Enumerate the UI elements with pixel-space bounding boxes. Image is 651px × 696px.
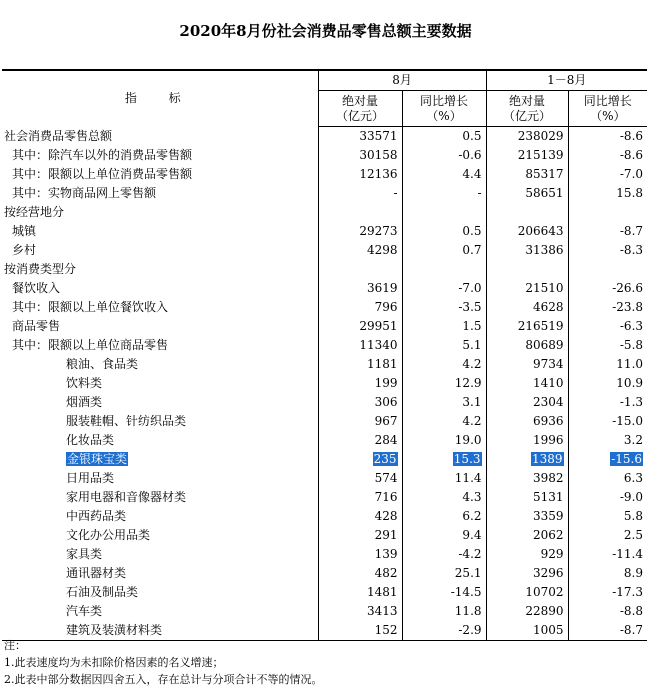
- month-yoy-cell: [402, 203, 486, 222]
- row-label: 文化办公用品类: [2, 526, 318, 545]
- ytd-yoy-cell: -7.0: [619, 167, 644, 181]
- row-label: 城镇: [2, 222, 318, 241]
- ytd-yoy-cell: 11.0: [616, 357, 644, 371]
- ytd-abs-cell: 1389: [486, 450, 568, 469]
- ytd-abs-cell: 238029: [486, 127, 568, 147]
- month-yoy-cell: 0.5: [402, 127, 486, 147]
- month-abs-cell: 1481: [318, 583, 402, 602]
- month-abs-cell: 306: [318, 393, 402, 412]
- table-row: [2, 374, 647, 393]
- month-abs-cell: 967: [318, 412, 402, 431]
- month-abs-cell: 796: [318, 298, 402, 317]
- ytd-abs-cell: [486, 203, 568, 222]
- month-yoy-cell: 4.2: [402, 412, 486, 431]
- row-label: 其中：限额以上单位餐饮收入: [2, 298, 318, 317]
- row-label: 按消费类型分: [2, 260, 318, 279]
- ytd-abs-cell: 10702: [486, 583, 568, 602]
- month-abs-cell: 139: [318, 545, 402, 564]
- ytd-yoy-cell: 3.2: [623, 433, 644, 447]
- ytd-yoy-cell: [568, 260, 647, 279]
- ytd-abs-cell: 206643: [486, 222, 568, 241]
- table-row: [2, 526, 647, 545]
- month-yoy-cell: 5.1: [402, 336, 486, 355]
- row-label: 中西药品类: [2, 507, 318, 526]
- ytd-abs-cell: 3359: [486, 507, 568, 526]
- row-label: 其中：除汽车以外的消费品零售额: [2, 146, 318, 165]
- table-row: [2, 203, 647, 222]
- table-row: [2, 336, 647, 355]
- month-yoy-cell: 11.4: [402, 469, 486, 488]
- table-row: [2, 488, 647, 507]
- month-abs-cell: 574: [318, 469, 402, 488]
- month-abs-cell: 1181: [318, 355, 402, 374]
- month-abs-header: 绝对量 （亿元）: [318, 91, 402, 127]
- ytd-abs-cell: 3982: [486, 469, 568, 488]
- month-yoy-cell: -14.5: [402, 583, 486, 602]
- month-abs-cell: 33571: [318, 127, 402, 147]
- ytd-yoy-cell: 5.8: [623, 509, 644, 523]
- ytd-yoy-cell: -15.0: [612, 414, 644, 428]
- ytd-abs-header: 绝对量 （亿元）: [486, 91, 568, 127]
- table-row: [2, 393, 647, 412]
- month-abs-cell: 291: [318, 526, 402, 545]
- month-yoy-cell: 0.5: [402, 222, 486, 241]
- month-abs-cell: 199: [318, 374, 402, 393]
- ytd-abs-cell: 1410: [486, 374, 568, 393]
- row-label: 按经营地分: [2, 203, 318, 222]
- month-yoy-cell: 4.2: [402, 355, 486, 374]
- ytd-abs-cell: 1996: [486, 431, 568, 450]
- row-label: 餐饮收入: [2, 279, 318, 298]
- month-yoy-cell: 9.4: [402, 526, 486, 545]
- table-row: [2, 450, 647, 469]
- month-abs-cell: 482: [318, 564, 402, 583]
- ytd-abs-cell: 215139: [486, 146, 568, 165]
- table-row: [2, 146, 647, 165]
- month-yoy-cell: -3.5: [402, 298, 486, 317]
- ytd-abs-cell: 9734: [486, 355, 568, 374]
- month-abs-cell: 716: [318, 488, 402, 507]
- month-abs-cell: 152: [318, 621, 402, 641]
- month-abs-cell: 3413: [318, 602, 402, 621]
- ytd-yoy-cell: -8.6: [619, 148, 644, 162]
- row-label: 建筑及装潢材料类: [2, 621, 318, 641]
- ytd-yoy-cell: -26.6: [612, 281, 644, 295]
- table-row: [2, 317, 647, 336]
- row-label: 家用电器和音像器材类: [2, 488, 318, 507]
- ytd-yoy-cell: -8.6: [619, 129, 644, 143]
- table-row: [2, 222, 647, 241]
- table-row: [2, 260, 647, 279]
- row-label: 化妆品类: [2, 431, 318, 450]
- month-yoy-cell: 4.3: [402, 488, 486, 507]
- month-yoy-cell: 6.2: [402, 507, 486, 526]
- month-yoy-cell: 11.8: [402, 602, 486, 621]
- month-abs-cell: 12136: [318, 165, 402, 184]
- ytd-abs-cell: 4628: [486, 298, 568, 317]
- ytd-abs-cell: 2062: [486, 526, 568, 545]
- month-abs-cell: [318, 203, 402, 222]
- ytd-abs-cell: 216519: [486, 317, 568, 336]
- row-label: 商品零售: [2, 317, 318, 336]
- ytd-yoy-header: 同比增长 （%）: [568, 91, 647, 127]
- month-abs-cell: 235: [318, 450, 402, 469]
- table-row: [2, 469, 647, 488]
- ytd-abs-cell: 58651: [486, 184, 568, 203]
- ytd-abs-cell: 80689: [486, 336, 568, 355]
- month-abs-cell: 30158: [318, 146, 402, 165]
- month-yoy-cell: 15.3: [402, 450, 486, 469]
- ytd-abs-cell: 2304: [486, 393, 568, 412]
- ytd-yoy-cell: [568, 203, 647, 222]
- month-abs-cell: 11340: [318, 336, 402, 355]
- ytd-yoy-cell: 2.5: [623, 528, 644, 542]
- month-abs-cell: 4298: [318, 241, 402, 260]
- month-yoy-cell: 19.0: [402, 431, 486, 450]
- row-label: 饮料类: [2, 374, 318, 393]
- row-label: 其中：实物商品网上零售额: [2, 184, 318, 203]
- ytd-abs-cell: 6936: [486, 412, 568, 431]
- ytd-yoy-cell: 6.3: [623, 471, 644, 485]
- row-label: 其中：限额以上单位消费品零售额: [2, 165, 318, 184]
- month-abs-cell: 29951: [318, 317, 402, 336]
- ytd-yoy-cell: -11.4: [612, 547, 644, 561]
- row-label: 烟酒类: [2, 393, 318, 412]
- row-label: 其中：限额以上单位商品零售: [2, 336, 318, 355]
- month-abs-cell: 428: [318, 507, 402, 526]
- month-yoy-cell: -4.2: [402, 545, 486, 564]
- row-label: 服装鞋帽、针纺织品类: [2, 412, 318, 431]
- ytd-yoy-cell: 8.9: [623, 566, 644, 580]
- ytd-yoy-cell: -17.3: [612, 585, 644, 599]
- ytd-abs-cell: 929: [486, 545, 568, 564]
- ytd-abs-cell: 22890: [486, 602, 568, 621]
- ytd-yoy-cell: -8.8: [619, 604, 644, 618]
- table-row: [2, 583, 647, 602]
- ytd-abs-cell: 3296: [486, 564, 568, 583]
- table-row: [2, 184, 647, 203]
- retail-sales-table: [2, 69, 647, 641]
- ytd-yoy-cell: -15.6: [611, 452, 643, 466]
- month-yoy-cell: 25.1: [402, 564, 486, 583]
- month-group-header: 8月: [318, 70, 486, 91]
- row-label: 石油及制品类: [2, 583, 318, 602]
- table-row: [2, 412, 647, 431]
- ytd-yoy-cell: -23.8: [612, 300, 644, 314]
- ytd-abs-cell: 5131: [486, 488, 568, 507]
- table-row: [2, 241, 647, 260]
- month-yoy-cell: 3.1: [402, 393, 486, 412]
- table-row: [2, 165, 647, 184]
- ytd-yoy-cell: -8.3: [619, 243, 644, 257]
- month-abs-cell: 3619: [318, 279, 402, 298]
- ytd-yoy-cell: -6.3: [619, 319, 644, 333]
- month-abs-cell: 284: [318, 431, 402, 450]
- notes-label: 注：: [4, 639, 26, 652]
- ytd-yoy-cell: 15.8: [616, 186, 644, 200]
- row-label: 社会消费品零售总额: [2, 127, 318, 147]
- ytd-yoy-cell: -8.7: [568, 621, 647, 641]
- ytd-abs-cell: 1005: [486, 621, 568, 641]
- table-row: [2, 127, 647, 147]
- month-abs-cell: -: [318, 184, 402, 203]
- month-yoy-cell: 4.4: [402, 165, 486, 184]
- ytd-abs-cell: 85317: [486, 165, 568, 184]
- footnotes: [4, 637, 323, 688]
- note-1: 1.此表速度均为未扣除价格因素的名义增速；: [4, 656, 224, 669]
- table-row: [2, 279, 647, 298]
- table-row: [2, 355, 647, 374]
- month-yoy-cell: [402, 260, 486, 279]
- ytd-yoy-cell: -5.8: [619, 338, 644, 352]
- page-title: 2020年8月份社会消费品零售总额主要数据: [179, 22, 472, 40]
- ytd-abs-cell: 31386: [486, 241, 568, 260]
- month-yoy-cell: 0.7: [402, 241, 486, 260]
- ytd-abs-cell: [486, 260, 568, 279]
- row-label: 粮油、食品类: [2, 355, 318, 374]
- table-row: [2, 564, 647, 583]
- table-row: [2, 507, 647, 526]
- table-row: [2, 298, 647, 317]
- ytd-abs-cell: 21510: [486, 279, 568, 298]
- row-label: 家具类: [2, 545, 318, 564]
- table-row: [2, 545, 647, 564]
- month-yoy-cell: -0.6: [402, 146, 486, 165]
- month-yoy-cell: -2.9: [402, 621, 486, 641]
- month-abs-cell: [318, 260, 402, 279]
- note-2: 2.此表中部分数据因四舍五入，存在总计与分项合计不等的情况。: [4, 673, 323, 686]
- table-row: [2, 431, 647, 450]
- row-label: 乡村: [2, 241, 318, 260]
- month-yoy-cell: 12.9: [402, 374, 486, 393]
- row-label: 日用品类: [2, 469, 318, 488]
- ytd-group-header: 1－8月: [486, 70, 647, 91]
- month-abs-cell: 29273: [318, 222, 402, 241]
- row-label: 汽车类: [2, 602, 318, 621]
- table-row: [2, 602, 647, 621]
- ytd-yoy-cell: 10.9: [616, 376, 644, 390]
- ytd-yoy-cell: -9.0: [619, 490, 644, 504]
- month-yoy-cell: 1.5: [402, 317, 486, 336]
- row-label: 通讯器材类: [2, 564, 318, 583]
- month-yoy-header: 同比增长 （%）: [402, 91, 486, 127]
- row-label: 金银珠宝类: [2, 450, 318, 469]
- ytd-yoy-cell: -1.3: [619, 395, 644, 409]
- month-yoy-cell: -7.0: [402, 279, 486, 298]
- ytd-yoy-cell: -8.7: [619, 224, 644, 238]
- month-yoy-cell: -: [402, 184, 486, 203]
- indicator-header: 指 标: [2, 70, 318, 127]
